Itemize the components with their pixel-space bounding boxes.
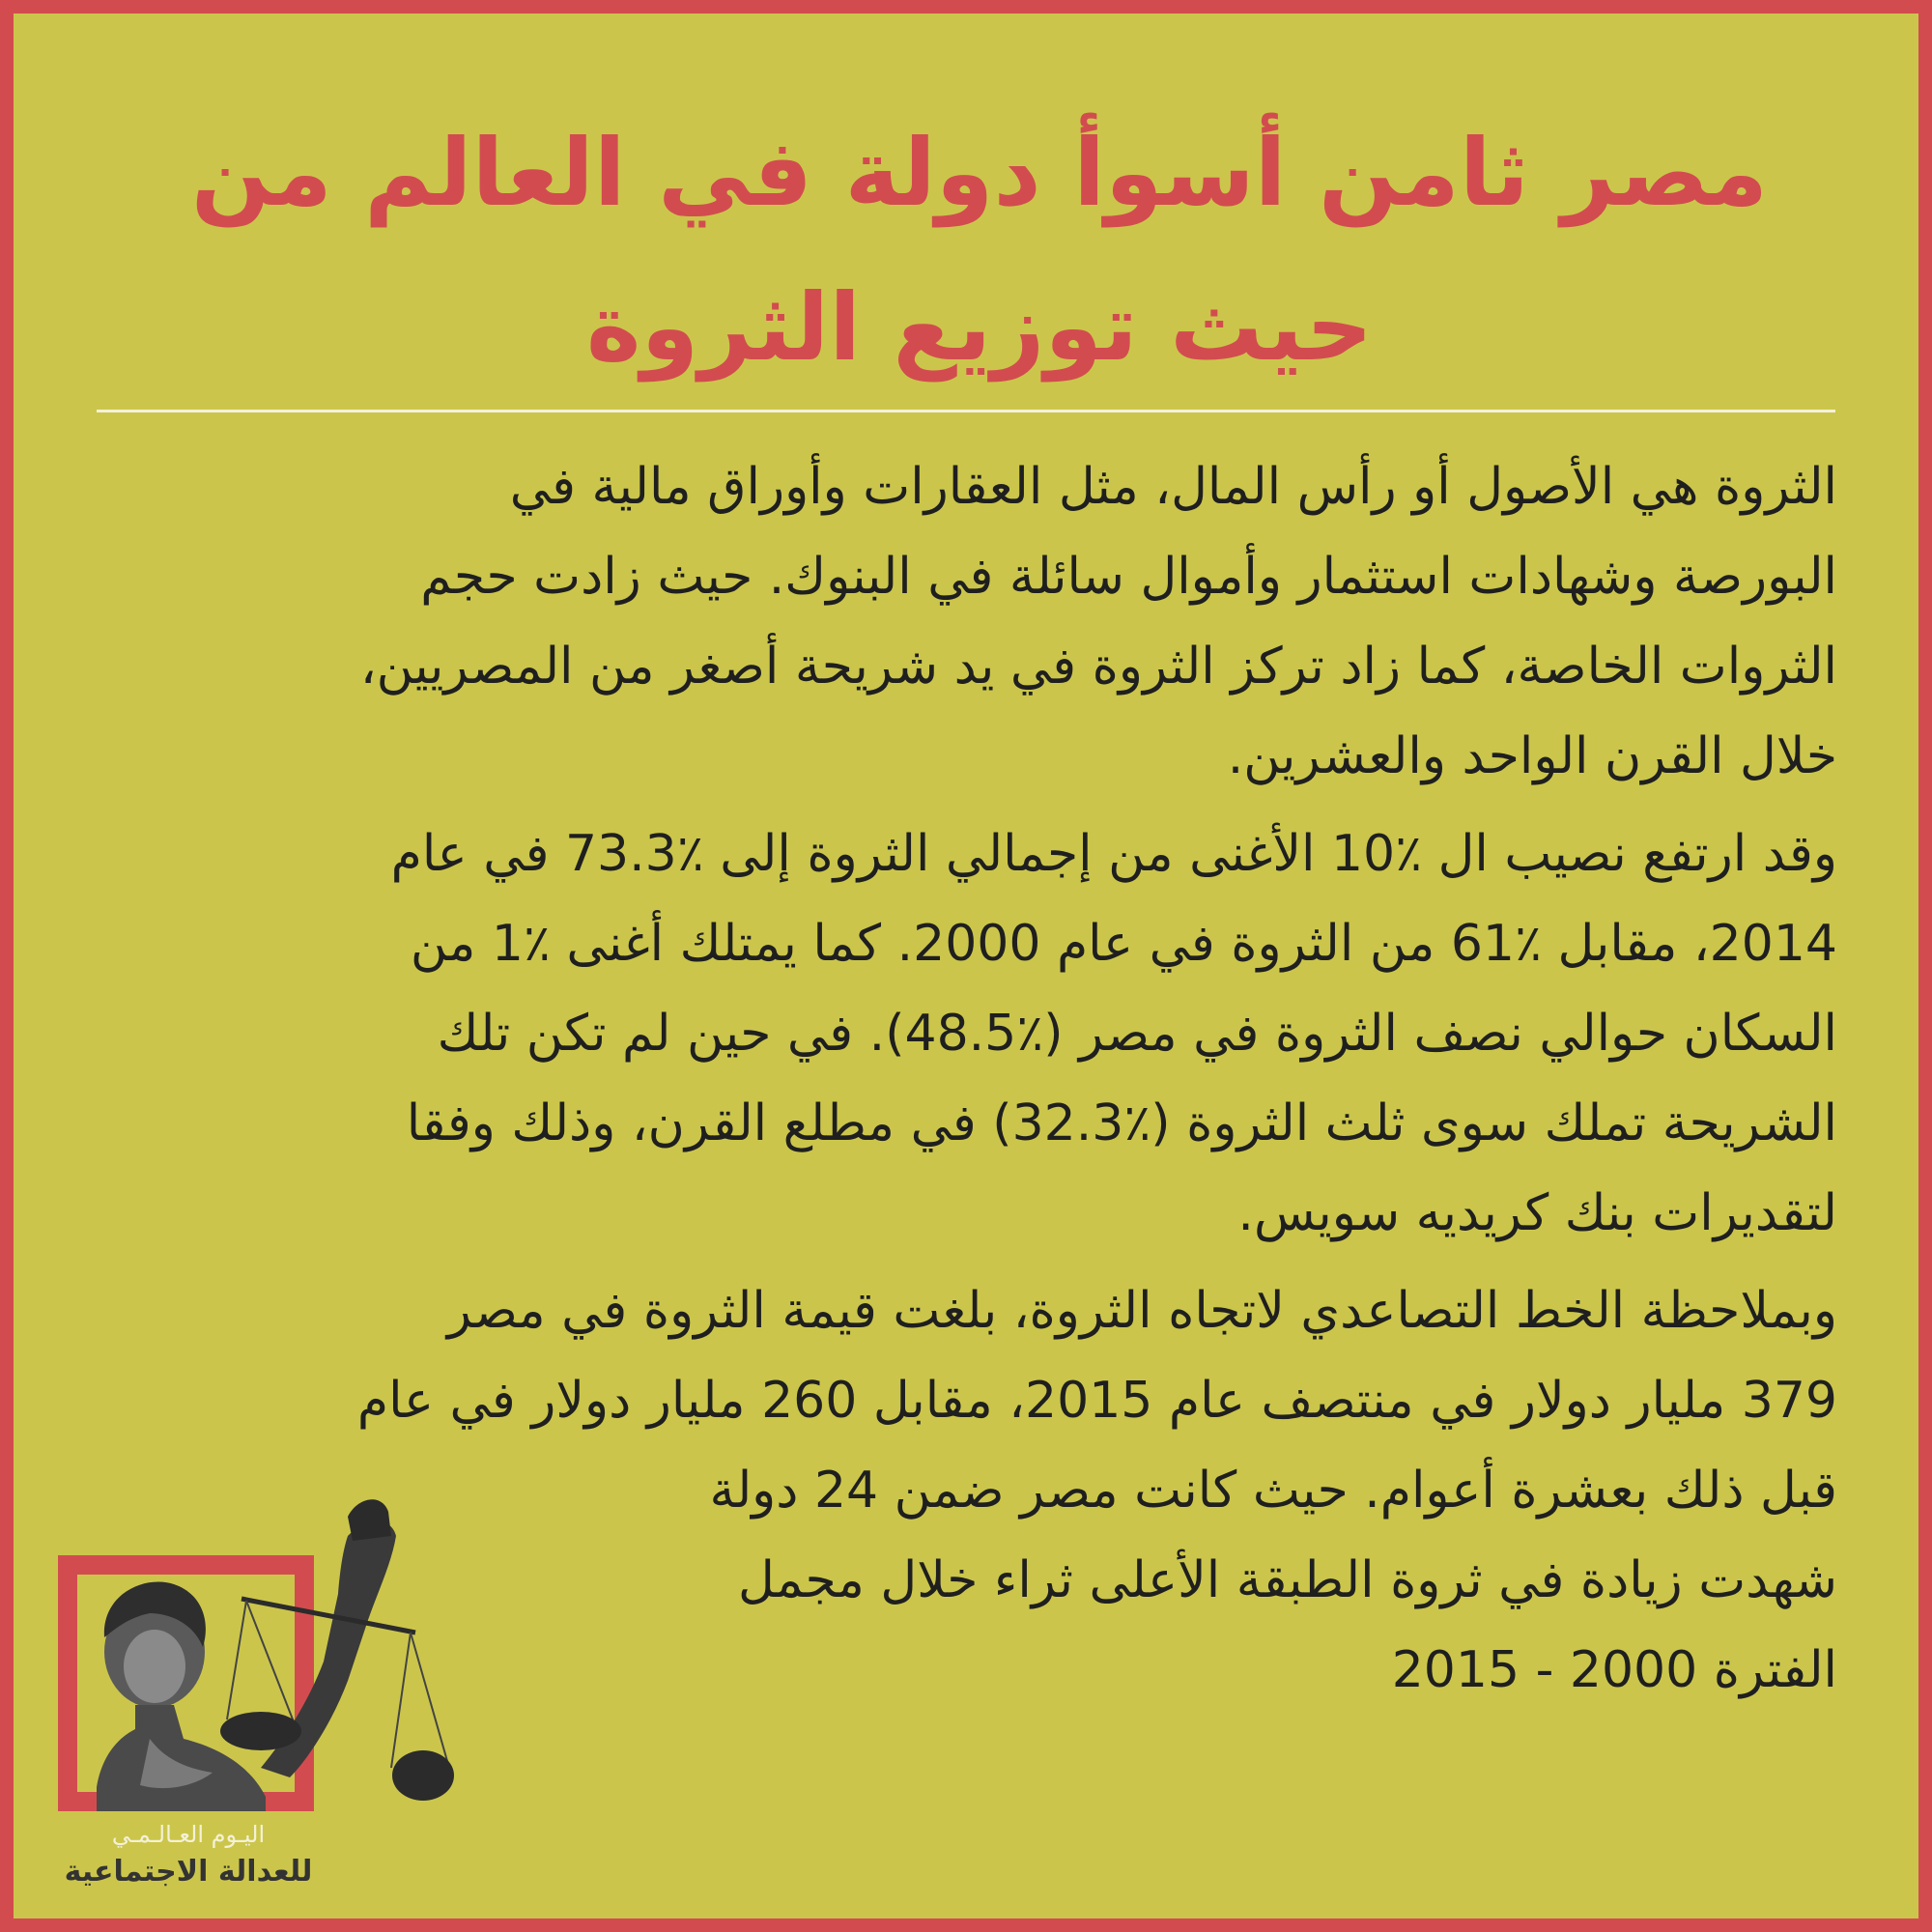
paragraph-line: وبملاحظة الخط التصاعدي لاتجاه الثروة، بلغت قيمة الثروة في مصر	[446, 1282, 1837, 1340]
paragraph-line: لتقديرات بنك كريديه سويس.	[1237, 1184, 1837, 1242]
paragraph-line: الفترة 2000 - 2015	[1391, 1641, 1837, 1699]
paragraph-line: 2014، مقابل ٪61 من الثروة في عام 2000. كما يمتلك أغنى ٪1 من	[410, 915, 1837, 973]
paragraph-line: الثروة هي الأصول أو رأس المال، مثل العقارات وأوراق مالية في	[509, 458, 1837, 516]
title-line-1: مصر ثامن أسوأ دولة في العالم من	[190, 119, 1769, 227]
paragraph-line: خلال القرن الواحد والعشرين.	[1227, 727, 1837, 785]
page-title	[110, 96, 1849, 405]
logo-text-top: اليـوم العـالـمـي	[111, 1821, 266, 1848]
paragraph-line: وقد ارتفع نصيب ال ٪10 الأغنى من إجمالي الثروة إلى ٪73.3 في عام	[390, 825, 1837, 883]
paragraph-line: الثروات الخاصة، كما زاد تركز الثروة في يد شريحة أصغر من المصريين،	[359, 638, 1837, 696]
paragraph-line: السكان حوالي نصف الثروة في مصر (٪48.5). في حين لم تكن تلك	[437, 1005, 1837, 1063]
paragraph-1	[126, 442, 1837, 802]
justice-statue-icon	[58, 1478, 473, 1826]
paragraph-line: الشريحة تملك سوى ثلث الثروة (٪32.3) في مطلع القرن، وذلك وفقا	[406, 1094, 1837, 1152]
paragraph-2	[126, 810, 1837, 1259]
paragraph-line: قبل ذلك بعشرة أعوام. حيث كانت مصر ضمن 24 دولة	[709, 1462, 1837, 1520]
title-line-2: حيث توزيع الثروة	[585, 273, 1374, 382]
paragraph-line: شهدت زيادة في ثروة الطبقة الأعلى ثراء خلال مجمل	[738, 1551, 1837, 1609]
logo-text-bottom: للعدالة الاجتماعية	[64, 1855, 313, 1889]
title-divider	[97, 410, 1835, 412]
paragraph-line: 379 مليار دولار في منتصف عام 2015، مقابل 260 مليار دولار في عام	[356, 1372, 1837, 1430]
logo	[58, 1478, 473, 1903]
paragraph-line: البورصة وشهادات استثمار وأموال سائلة في البنوك. حيث زادت حجم	[420, 548, 1837, 606]
